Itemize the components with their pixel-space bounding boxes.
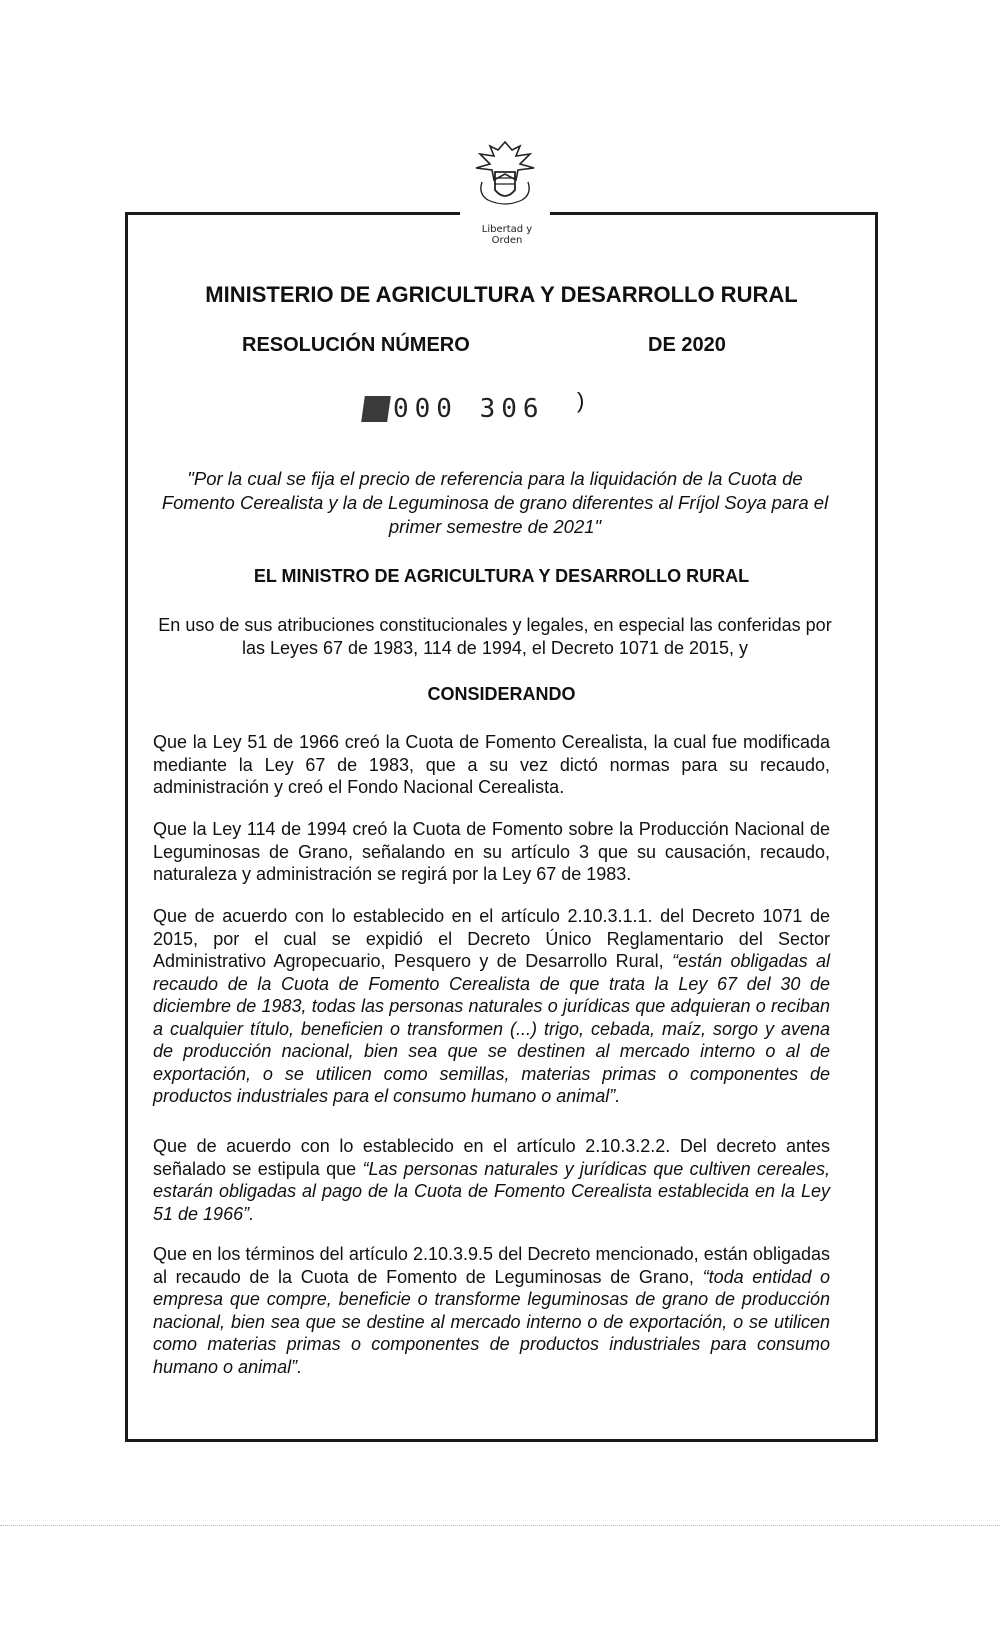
paragraph-4 <box>153 1135 830 1225</box>
paragraph-2: Que la Ley 114 de 1994 creó la Cuota de Fomento sobre la Producción Nacional de Leguminosas de Grano, señalando en su artículo 3 que su causación, recaudo, naturaleza y administración se regirá por la Ley 67 de 1983. <box>153 819 830 884</box>
resolution-label: RESOLUCIÓN NÚMERO <box>242 334 470 356</box>
resolution-year: DE 2020 <box>648 334 726 356</box>
considerando-heading: CONSIDERANDO <box>427 684 576 704</box>
legal-basis: En uso de sus atribuciones constitucionales y legales, en especial las conferidas por las Leyes 67 de 1983, 114 de 1994, el Decreto 1071 de 2015, y <box>158 615 832 658</box>
seal-motto: Libertad y Orden <box>481 224 533 246</box>
paragraph-5 <box>153 1243 830 1378</box>
paragraph-3 <box>153 905 830 1108</box>
ink-stamp-mark <box>361 396 391 422</box>
authority-heading: EL MINISTRO DE AGRICULTURA Y DESARROLLO RURAL <box>253 566 750 586</box>
paragraph-5-quote: “toda entidad o empresa que compre, beneficie o transforme leguminosas de grano de producción nacional, bien sea que se destine al mercado interno o de exportación, o se utilicen como materias primas o componentes de productos industriales para consumo humano o animal”. <box>153 1266 831 1377</box>
resolution-number-text: 000 306 <box>393 394 545 424</box>
paragraph-1: Que la Ley 51 de 1966 creó la Cuota de Fomento Cerealista, la cual fue modificada mediante la Ley 67 de 1983, que a su vez dictó normas para su recaudo, administración y creó el Fondo Nacional Cerealista. <box>153 732 830 797</box>
paragraph-4-quote: “Las personas naturales y jurídicas que cultiven cereales, estarán obligadas al pago de la Cuota de Fomento Cerealista establecida en la Ley 51 de 1966”. <box>153 1158 830 1224</box>
resolution-title: "Por la cual se fija el precio de referencia para la liquidación de la Cuota de Fomento Cerealista y la de Leguminosa de grano diferentes al Fríjol Soya para el primer semestre de 2021" <box>161 468 829 537</box>
paragraph-3-text: Que de acuerdo con lo establecido en el artículo 2.10.3.1.1. del Decreto 1071 de 2015, por el cual se expidió el Decreto Único Reglamentario del Sector Administrativo Agropecuario, Pesquero y de Desarrollo Rural, <box>153 906 830 971</box>
scan-artifact-line <box>0 1525 1000 1526</box>
resolution-number <box>363 394 545 424</box>
ministry-name: MINISTERIO DE AGRICULTURA Y DESARROLLO RURAL <box>205 282 798 307</box>
paragraph-4-text: Que de acuerdo con lo establecido en el artículo 2.10.3.2.2. Del decreto antes señalado se estipula que <box>153 1136 830 1179</box>
frame-gap <box>460 206 550 220</box>
paragraph-5-text: Que en los términos del artículo 2.10.3.9.5 del Decreto mencionado, están obligadas al recaudo de la Cuota de Fomento de Leguminosas de Grano, <box>153 1244 830 1287</box>
coat-of-arms-icon <box>468 138 542 208</box>
paragraph-3-quote: “están obligadas al recaudo de la Cuota de Fomento Cerealista de que trata la Ley 67 del 30 de diciembre de 1983, todas las personas naturales o jurídicas que adquieran o reciban a cualquier título, beneficien o transformen (...) trigo, cebada, maíz, sorgo y avena de producción nacional, bien sea que se destinen al mercado interno o al de exportación, o se utilicen como semillas, materias primas o componentes de productos industriales para el consumo humano o animal”. <box>153 951 830 1106</box>
closing-paren: ) <box>577 388 585 413</box>
